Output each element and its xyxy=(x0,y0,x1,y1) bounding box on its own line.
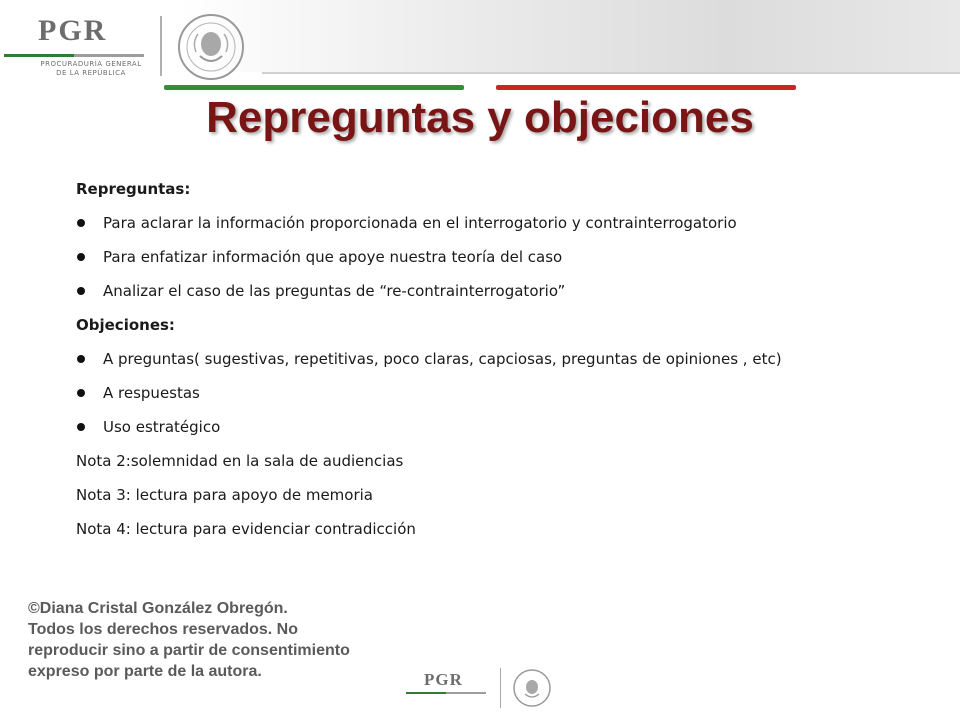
bullet-text: Para enfatizar información que apoye nuestra teoría del caso xyxy=(103,248,563,266)
copyright-line: ©Diana Cristal González Obregón. xyxy=(28,600,288,617)
bullet-dot-icon xyxy=(77,253,85,261)
header-divider xyxy=(160,16,162,76)
bullet-item xyxy=(76,410,936,444)
copyright-notice xyxy=(28,598,428,682)
pgr-logo-text: PGR xyxy=(38,14,108,47)
footer-logo-divider xyxy=(500,668,501,708)
bullet-dot-icon xyxy=(77,355,85,363)
copyright-line: expreso por parte de la autora. xyxy=(28,663,262,680)
bullet-text: Uso estratégico xyxy=(103,418,221,436)
slide-body xyxy=(76,172,936,546)
logo-gray-bar xyxy=(74,54,144,57)
bullet-item xyxy=(76,274,936,308)
note-line: Nota 3: lectura para apoyo de memoria xyxy=(76,486,373,504)
pgr-logo-subtitle xyxy=(26,60,156,78)
slide-title: Repreguntas y objeciones xyxy=(206,93,754,142)
footer-logo-text: PGR xyxy=(424,670,463,689)
slide-header xyxy=(0,0,960,100)
bullet-item xyxy=(76,342,936,376)
footer-seal-icon xyxy=(512,668,552,708)
footer-pgr-logo xyxy=(400,664,570,714)
bullet-dot-icon xyxy=(77,219,85,227)
bullet-item xyxy=(76,206,936,240)
header-background-band xyxy=(180,0,960,72)
flag-red-stripe xyxy=(496,85,796,90)
coat-of-arms-seal-icon xyxy=(176,12,246,82)
copyright-line: reproducir sino a partir de consentimiento xyxy=(28,642,350,659)
footer-logo-gray-bar xyxy=(446,692,486,694)
bullet-dot-icon xyxy=(77,287,85,295)
bullet-text: A preguntas( sugestivas, repetitivas, poco claras, capciosas, preguntas de opiniones , etc) xyxy=(103,350,782,368)
bullet-item xyxy=(76,376,936,410)
header-gray-rule xyxy=(262,72,960,74)
note-line: Nota 2:solemnidad en la sala de audiencias xyxy=(76,452,404,470)
pgr-subtitle-line1: PROCURADURÍA GENERAL xyxy=(40,60,142,68)
bullet-dot-icon xyxy=(77,389,85,397)
objeciones-heading: Objeciones: xyxy=(76,316,175,334)
pgr-logo xyxy=(4,14,154,84)
copyright-line: Todos los derechos reservados. No xyxy=(28,621,299,638)
bullet-item xyxy=(76,240,936,274)
bullet-text: Para aclarar la información proporcionada en el interrogatorio y contrainterrogatorio xyxy=(103,214,737,232)
note-line: Nota 4: lectura para evidenciar contradicción xyxy=(76,520,416,538)
bullet-text: Analizar el caso de las preguntas de “re-contrainterrogatorio” xyxy=(103,282,566,300)
bullet-dot-icon xyxy=(77,423,85,431)
footer-logo-green-bar xyxy=(406,692,446,694)
flag-green-stripe xyxy=(164,85,464,90)
bullet-text: A respuestas xyxy=(103,384,200,402)
repreguntas-heading: Repreguntas: xyxy=(76,180,191,198)
pgr-subtitle-line2: DE LA REPÚBLICA xyxy=(56,69,126,77)
logo-green-bar xyxy=(4,54,74,57)
